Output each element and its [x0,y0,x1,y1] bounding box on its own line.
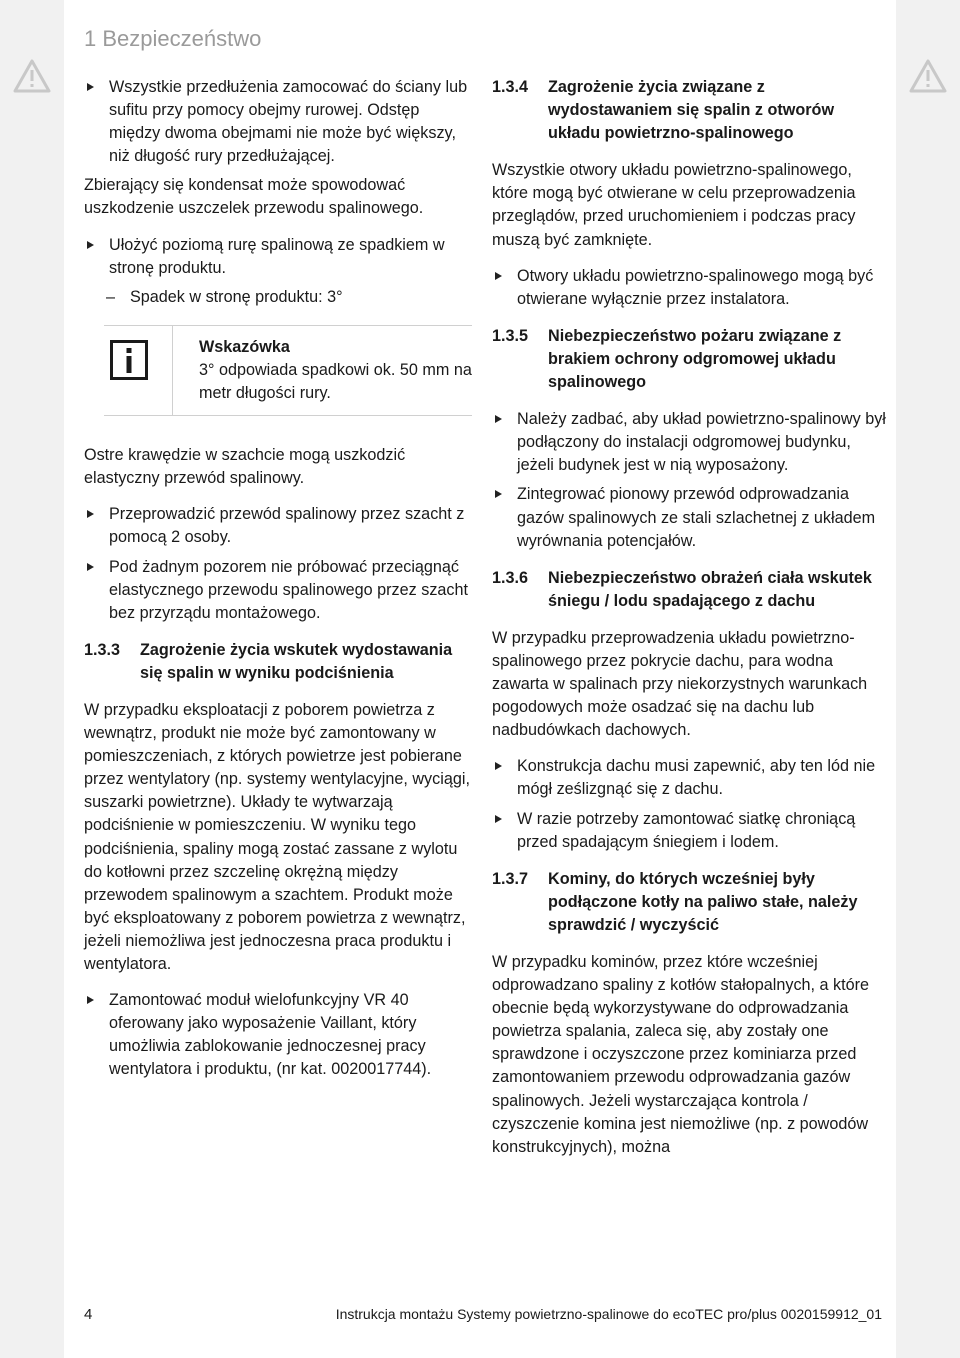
bullet-triangle-icon [495,815,502,823]
bullet-triangle-icon [495,490,502,498]
note-text: 3° odpowiada spadkowi ok. 50 mm na metr długości rury. [199,360,472,403]
bullet-triangle-icon [87,510,94,518]
section-heading-1-3-5 [492,325,886,394]
instruction-item [492,483,886,552]
section-title: Zagrożenie życia wskutek wydostawania się spalin w wyniku podciśnienia [140,640,453,682]
chapter-title: 1 Bezpieczeństwo [84,26,262,51]
instruction-item [492,755,886,801]
instruction-item [492,408,886,477]
instruction-text: Ułożyć poziomą rurę spalinową ze spadkiem w stronę produktu. [109,235,445,277]
section-title: Niebezpieczeństwo obrażeń ciała wskutek śniegu / lodu spadającego z dachu [548,568,872,610]
section-heading-1-3-4 [492,76,886,145]
instruction-text: W razie potrzeby zamontować siatkę chroniącą przed spadającym śniegiem i lodem. [517,809,856,851]
sub-item-text: Spadek w stronę produktu: 3° [130,287,343,306]
bullet-triangle-icon [495,415,502,423]
info-icon [110,340,148,380]
note-divider [172,326,173,415]
bullet-triangle-icon [495,762,502,770]
page-number: 4 [84,1306,93,1323]
dash-mark: – [106,287,116,306]
instruction-text: Otwory układu powietrzno-spalinowego mogą być otwierane wyłącznie przez instalatora. [517,266,874,308]
right-margin-band [896,0,960,1358]
section-heading-1-3-7 [492,868,886,937]
instruction-item [492,265,886,311]
warning-triangle-icon [12,58,52,94]
section-heading-1-3-3 [84,639,472,685]
right-column [492,76,886,1172]
section-number: 1.3.6 [492,568,529,587]
left-margin-band [0,0,64,1358]
instruction-text: Należy zadbać, aby układ powietrzno-spalinowy był podłączony do instalacji odgromowej budynku, jeżeli budynek jest w nią wyposażony. [517,410,886,475]
instruction-item [84,503,472,549]
section-title: Niebezpieczeństwo pożaru związane z brakiem ochrony odgromowej układu spalinowego [548,326,842,392]
warning-triangle-icon [908,58,948,94]
section-title: Zagrożenie życia związane z wydostawaniem się spalin z otworów układu powietrzno-spalinowego [548,78,835,143]
section-number: 1.3.5 [492,326,529,345]
bullet-triangle-icon [87,563,94,571]
section-number: 1.3.4 [492,78,529,96]
paragraph: Ostre krawędzie w szachcie mogą uszkodzić elastyczny przewód spalinowy. [84,446,406,488]
instruction-text: Przeprowadzić przewód spalinowy przez szacht z pomocą 2 osoby. [109,505,465,547]
instruction-text: Zintegrować pionowy przewód odprowadzania gazów spalinowych ze stali szlachetnej z układem wyrównania potencjałów. [517,485,876,550]
paragraph: W przypadku przeprowadzenia układu powietrzno-spalinowego przez pokrycie dachu, para wodna zawarta w spalinach przy niekorzystnych warunkach pogodowych może osadzać się na dachu lub nadbudówkach dachowych. [492,628,868,740]
footer-document-title: Instrukcja montażu Systemy powietrzno-spalinowe do ecoTEC pro/plus 0020159912_01 [335,1306,882,1322]
instruction-item [84,234,472,280]
instruction-item [492,808,886,854]
left-column [84,76,472,1087]
instruction-item [84,989,472,1081]
section-number: 1.3.3 [84,640,121,659]
section-title: Kominy, do których wcześniej były podłączone kotły na paliwo stałe, należy sprawdzić / wyczyścić [548,869,858,934]
paragraph: Zbierający się kondensat może spowodować uszkodzenie uszczelek przewodu spalinowego. [84,176,424,218]
instruction-text: Konstrukcja dachu musi zapewnić, aby ten lód nie mógł ześlizgnąć się z dachu. [517,757,876,799]
instruction-text: Zamontować moduł wielofunkcyjny VR 40 oferowany jako wyposażenie Vaillant, który umożliwia zablokowanie jednoczesnej pracy wentylatora i produktu, (nr kat. 0020017744). [109,991,432,1079]
paragraph: W przypadku kominów, przez które wcześniej odprowadzano spaliny z kotłów stałopalnych, a które obecnie będą wykorzystywane do odprowadzania powietrza spalania, zaleca się, aby zostały one sprawdzone i oczyszczone przez kominiarza przed zamontowaniem przewodu odprowadzania gazów spalinowych. Jeżeli wystarczająca kontrola / czyszczenie komina jest niemożliwe (np. z powodów konstrukcyjnych), można [492,953,870,1156]
paragraph: W przypadku eksploatacji z poborem powietrza z wewnątrz, produkt nie może być zamontowany w pomieszczeniach, z których powietrze jest pobierane przez wentylatory (np. systemy wentylacyjne, wyciągi, suszarki powietrzne). Układy te wytwarzają podciśnienie w pomieszczeniu. W wyniku tego podciśnienia, spaliny mogą zostać zassane z wylotu do kotłowni przez szczelinę okrężną między przewodem spalinowym a szachtem. Produkt może być eksploatowany z poborem powietrza z wewnątrz, jeżeli niemożliwa jest jednoczesna praca produktu i wentylatora. [84,700,470,973]
instruction-item [84,76,472,168]
sub-item [84,286,472,309]
section-heading-1-3-6 [492,567,886,613]
bullet-triangle-icon [87,83,94,91]
paragraph: Wszystkie otwory układu powietrzno-spalinowego, które mogą być otwierane w celu przeprowadzenia przeglądów, przed uruchomieniem i podczas pracy muszą być zamknięte. [492,161,856,249]
section-number: 1.3.7 [492,869,529,888]
instruction-text: Pod żadnym pozorem nie próbować przeciągnąć elastycznego przewodu spalinowego przez szacht bez przyrządu montażowego. [109,557,469,622]
note-title: Wskazówka [199,337,290,356]
bullet-triangle-icon [87,241,94,249]
instruction-item [84,556,472,625]
instruction-text: Wszystkie przedłużenia zamocować do ściany lub sufitu przy pomocy obejmy rurowej. Odstęp między dwoma obejmami nie może być większy, niż długość rury przedłużającej. [109,78,468,166]
bullet-triangle-icon [495,272,502,280]
note-box [104,325,472,416]
bullet-triangle-icon [87,996,94,1004]
